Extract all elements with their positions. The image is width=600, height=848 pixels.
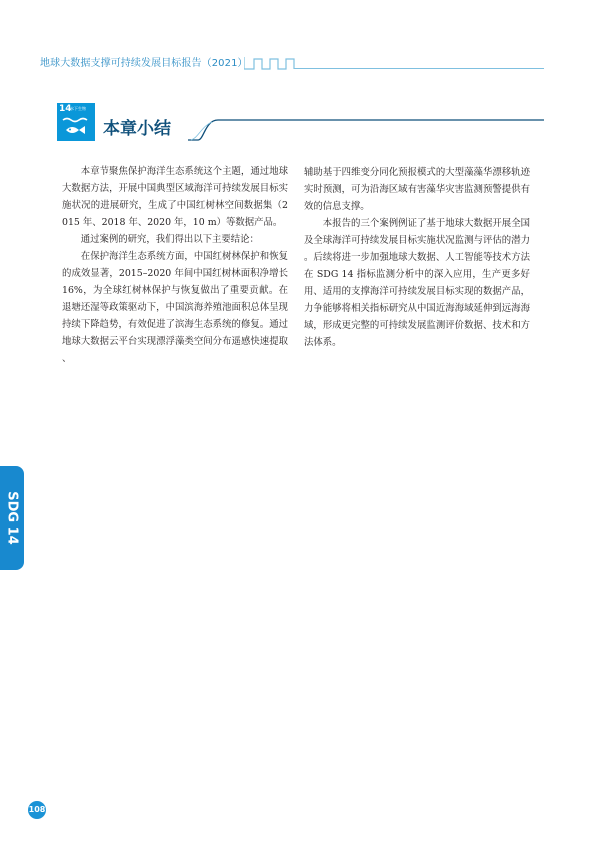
fish-wave-icon [61,116,91,138]
side-tab-label: SDG 14 [4,491,20,545]
left-column [62,163,288,367]
sdg-label: 水下生物 [70,106,86,111]
header-decoration [244,55,296,71]
paragraph-summary: 本章节聚焦保护海洋生态系统这个主题，通过地球大数据方法，开展中国典型区域海洋可持续发展目标实施状况的进展研究，生成了中国红树林空间数据集（2015 年、2018 年、2020 年，10 m）等数据产品。 [62,166,288,228]
sdg14-badge [57,103,95,141]
paragraph-outlook: 本报告的三个案例例证了基于地球大数据开展全国及全球海洋可持续发展目标实施状况监测与评估的潜力。后续将进一步加强地球大数据、人工智能等技术方法在 SDG 14 指标监测分析中的深入应用，生产更多好用、适用的支撑海洋可持续发展目标实现的数据产品，力争能够将相关指标研究从中国近海海域延伸到远海海域，形成更完整的可持续发展监测评价数据、技术和方法体系。 [304,218,530,348]
page-number: 108 [28,801,46,819]
sdg-side-tab [0,466,24,570]
title-swoosh-decoration [188,108,544,144]
chapter-title: 本章小结 [103,119,171,139]
paragraph-mangrove: 在保护海洋生态系统方面，中国红树林保护和恢复的成效显著，2015–2020 年间中国红树林面积净增长 16%，为全球红树林保护与恢复做出了重要贡献。在退塘还湿等政策驱动下，中国滨海养殖池面积总体呈现持续下降趋势，有效促进了滨海生态系统的修复。通过地球大数据云平台实现漂浮藻类空间分布遥感快速提取、 [62,251,288,364]
header-rule [294,68,544,69]
sdg-number: 14 [59,104,72,114]
right-column [304,164,530,351]
paragraph-conclusions-intro: 通过案例的研究，我们得出以下主要结论： [80,234,259,245]
running-header: 地球大数据支撑可持续发展目标报告（2021） [40,58,248,69]
paragraph-continuation: 辅助基于四维变分同化预报模式的大型藻藻华漂移轨迹实时预测，可为沿海区域有害藻华灾害监测预警提供有效的信息支撑。 [304,167,530,212]
